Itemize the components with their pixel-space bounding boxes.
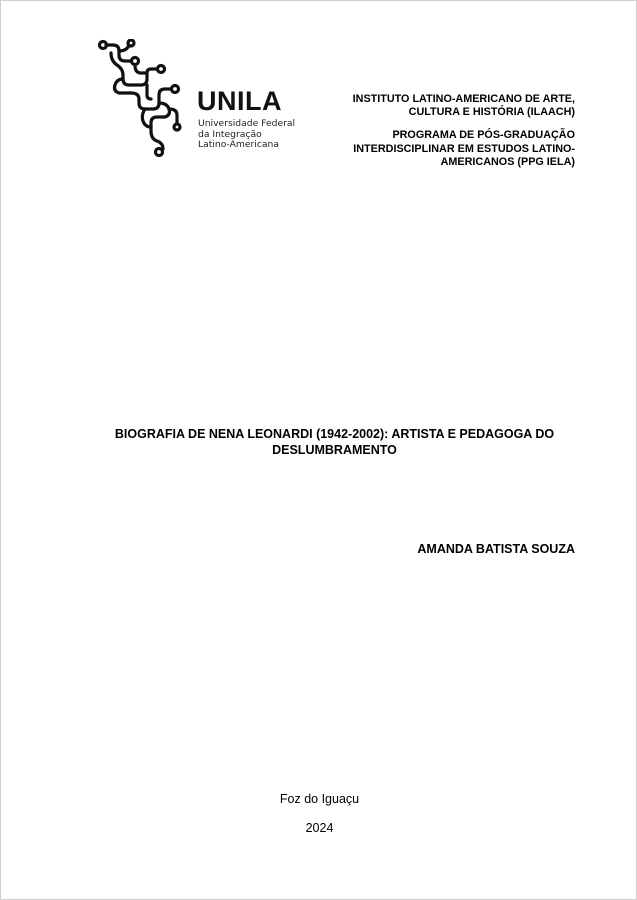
unila-subtitle (198, 119, 295, 151)
year: 2024 (305, 821, 334, 835)
author-name: AMANDA BATISTA SOUZA (417, 542, 575, 556)
city: Foz do Iguaçu (279, 792, 360, 806)
unila-subtitle-line: da Integração (198, 128, 262, 140)
unila-subtitle-line: Latino-Americana (198, 139, 279, 150)
institute-name: INSTITUTO LATINO-AMERICANO DE ARTE, CULTURA E HISTÓRIA (ILAACH) (352, 93, 575, 119)
unila-logo (97, 39, 296, 157)
institution-header (315, 93, 575, 169)
unila-wordmark: UNILA (197, 86, 282, 116)
program-name: PROGRAMA DE PÓS-GRADUAÇÃO INTERDISCIPLINAR EM ESTUDOS LATINO-AMERICANOS (PPG IELA) (353, 129, 575, 168)
unila-logo-icon (97, 39, 197, 157)
unila-subtitle-line: Universidade Federal (198, 118, 296, 129)
document-title: BIOGRAFIA DE NENA LEONARDI (1942-2002): ARTISTA E PEDAGOGA DO DESLUMBRAMENTO (114, 427, 555, 457)
